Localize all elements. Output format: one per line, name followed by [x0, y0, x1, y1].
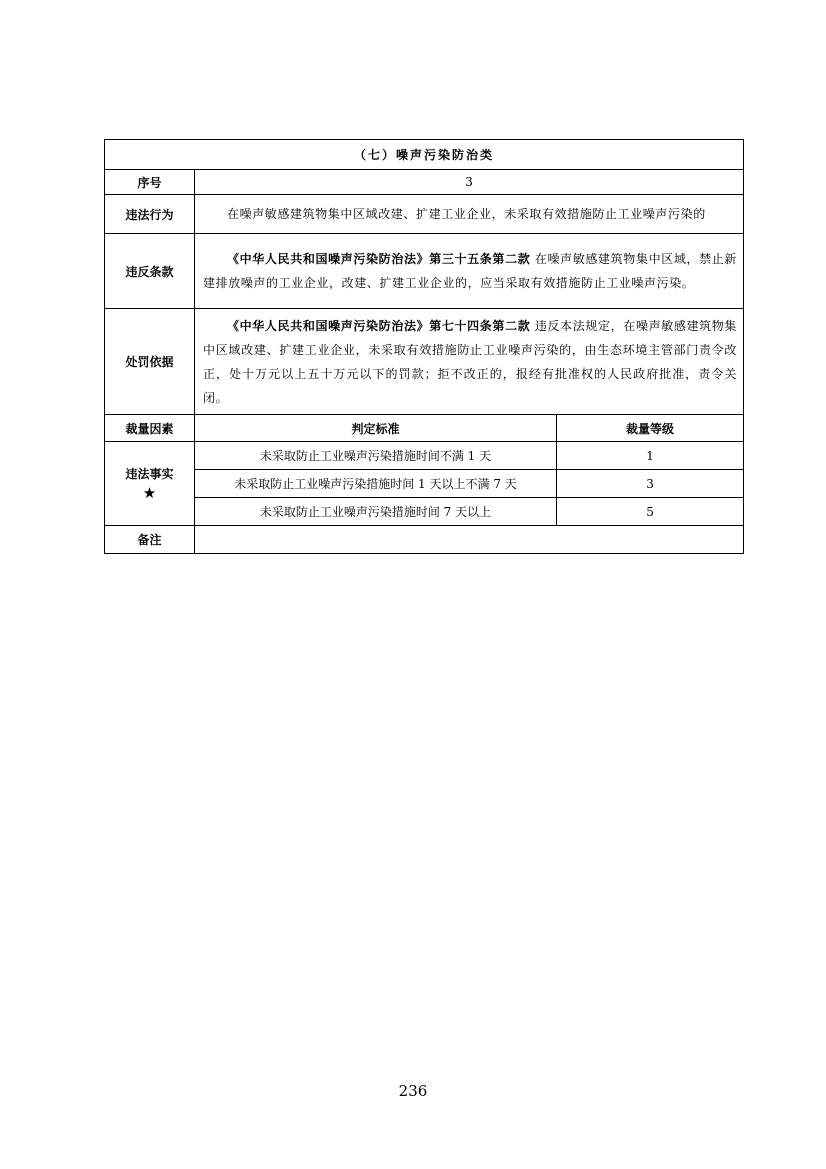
penalty-table	[104, 139, 744, 554]
behavior-row	[105, 195, 744, 234]
standard-cell: 未采取防止工业噪声污染措施时间 7 天以上	[195, 498, 557, 526]
penalty-label: 处罚依据	[105, 309, 195, 415]
violated-cell	[195, 234, 744, 309]
standard-cell: 未采取防止工业噪声污染措施时间 1 天以上不满 7 天	[195, 470, 557, 498]
remarks-value	[195, 526, 744, 554]
behavior-label: 违法行为	[105, 195, 195, 234]
violated-label: 违反条款	[105, 234, 195, 309]
violated-text: 在噪声敏感建筑物集中区域，禁止新建排放噪声的工业企业，改建、扩建工业企业的，应当采取有效措施防止工业噪声污染。	[203, 252, 738, 290]
penalty-cell	[195, 309, 744, 415]
standard-header: 判定标准	[195, 415, 557, 442]
facts-label: 违法事实	[125, 467, 174, 481]
violated-law: 《中华人民共和国噪声污染防治法》第三十五条第二款	[227, 252, 531, 266]
factor-label: 裁量因素	[105, 415, 195, 442]
level-cell: 5	[557, 498, 744, 526]
factor-header-row	[105, 415, 744, 442]
facts-label-cell	[105, 442, 195, 526]
remarks-label: 备注	[105, 526, 195, 554]
penalty-row	[105, 309, 744, 415]
page-number: 236	[398, 1082, 428, 1100]
penalty-law: 《中华人民共和国噪声污染防治法》第七十四条第二款	[227, 318, 531, 333]
level-cell: 1	[557, 442, 744, 470]
table-row	[105, 442, 744, 470]
table-title: （七）噪声污染防治类	[105, 140, 744, 170]
level-header: 裁量等级	[557, 415, 744, 442]
serial-row	[105, 170, 744, 195]
serial-label: 序号	[105, 170, 195, 195]
level-cell: 3	[557, 470, 744, 498]
remarks-row	[105, 526, 744, 554]
table-row	[105, 470, 744, 498]
star-icon: ★	[142, 484, 157, 502]
title-row	[105, 140, 744, 170]
table-row	[105, 498, 744, 526]
violated-row	[105, 234, 744, 309]
standard-cell: 未采取防止工业噪声污染措施时间不满 1 天	[195, 442, 557, 470]
behavior-text: 在噪声敏感建筑物集中区域改建、扩建工业企业，未采取有效措施防止工业噪声污染的	[195, 195, 744, 234]
serial-value: 3	[195, 170, 744, 195]
penalty-text: 违反本法规定，在噪声敏感建筑物集中区域改建、扩建工业企业，未采取有效措施防止工业噪声污染的，由生态环境主管部门责令改正，处十万元以上五十万元以下的罚款；拒不改正的，报经有批准权的人民政府批准，责令关闭。	[203, 318, 738, 405]
